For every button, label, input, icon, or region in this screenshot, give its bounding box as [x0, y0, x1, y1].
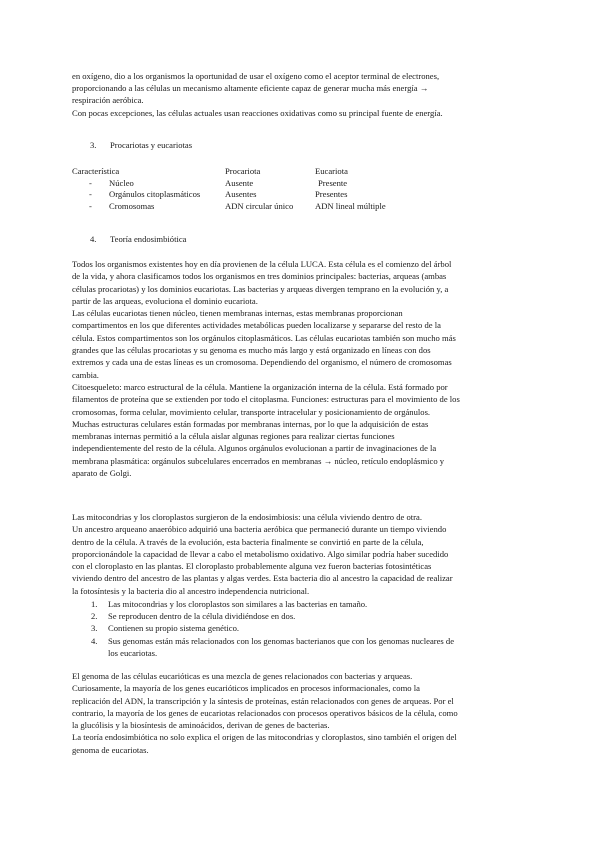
text-line: Muchas estructuras celulares están formadas por membranas internas, por lo que la adquisición de estas [72, 418, 429, 429]
section-3-heading [90, 139, 193, 151]
text-line: cambia. [72, 369, 99, 380]
body-paragraph-genome [72, 670, 528, 756]
table-cell-prokaryote: Ausente [225, 177, 254, 188]
text-line: los eucariotas. [108, 647, 158, 658]
text-line: en oxígeno, dio a los organismos la oportunidad de usar el oxígeno como el aceptor terminal de electrones, [72, 71, 440, 81]
intro-paragraph [72, 70, 528, 119]
text-line: compartimentos en los que diferentes actividades metabólicas pueden localizarse y separarse del resto de la [72, 320, 441, 331]
section-4-heading [90, 233, 187, 245]
text-line: viviendo dentro del ancestro de las plantas y algas verdes. Esta bacteria dio al ancestro la capacidad de realizar [72, 573, 453, 584]
table-cell-feature: Cromosomas [109, 200, 155, 211]
text-line: replicación del ADN, la transcripción y la síntesis de proteínas, están relacionados con genes de arqueas. Por el [72, 695, 454, 706]
text-line: célula. Estos compartimentos son los orgánulos citoplasmáticos. Las células eucariotas también son mucho más [72, 332, 456, 343]
list-number: 4. [91, 635, 98, 646]
text-line: células procariotas) y los dominios eucariotas. Las bacterias y arqueas divergen temprano en la evolución y, a [72, 283, 449, 294]
text-line: extremos y cada una de estas líneas es un cromosoma. Dependiendo del organismo, el número de cromosomas [72, 357, 452, 368]
comparison-table [72, 166, 528, 212]
text-line: Curiosamente, la mayoría de los genes eucarióticos implicados en procesos informacionales, como la [72, 683, 420, 694]
text-line: Citoesqueleto: marco estructural de la célula. Mantiene la organización interna de la célula. Está formado por [72, 381, 448, 392]
text-line: El genoma de las células eucarióticas es una mezcla de genes relacionados con bacterias y arqueas. [72, 671, 413, 681]
text-line: cromosomas, forma celular, movimiento celular, transporte intracelular y posicionamiento de orgánulos. [72, 406, 431, 417]
text-line: dentro de la célula. A través de la evolución, esta bacteria finalmente se convirtió en parte de la célula, [72, 536, 424, 547]
text-line: Todos los organismos existentes hoy en día provienen de la célula LUCA. Esta célula es el comienzo del árbol [72, 259, 452, 269]
table-cell-prokaryote: ADN circular único [225, 200, 294, 211]
table-row [72, 189, 528, 201]
text-line: partir de las arqueas, evoluciona el dominio eucariota. [72, 295, 258, 306]
list-item [72, 610, 528, 622]
table-cell-eukaryote: Presente [318, 177, 348, 188]
table-header-cell: Característica [72, 166, 120, 176]
text-line: Se reproducen dentro de la célula dividiéndose en dos. [108, 611, 296, 622]
table-row [72, 178, 528, 190]
table-cell-feature: Núcleo [109, 177, 134, 188]
section-title: Procariotas y eucariotas [110, 140, 193, 150]
text-line: la fotosíntesis y la bacteria dio al ancestro independencia nutricional. [72, 585, 310, 596]
evidence-list [72, 598, 528, 659]
text-line: proporcionándole la capacidad de llevar a cabo el metabolismo oxidativo. Algo similar podría haber sucedido [72, 548, 449, 559]
bullet-dash: - [89, 189, 92, 200]
text-line: con el cloroplasto en las plantas. El cloroplasto probablemente alguna vez fueron bacterias fotosintéticas [72, 561, 432, 572]
text-line: membrana plasmática: orgánulos subcelulares encerrados en membranas → núcleo, retículo endoplásmico y [72, 455, 445, 466]
table-header-row [72, 166, 528, 178]
text-line: membranas internas permitió a la célula aislar algunas regiones para realizar ciertas funciones [72, 431, 395, 442]
text-line: proporcionando a las células un mecanismo altamente eficiente capaz de generar mucha más energía → [72, 83, 429, 94]
text-line: de la vida, y ahora clasificamos todos los organismos en tres dominios principales: bacterias, arqueas (ambas [72, 271, 447, 282]
table-row [72, 201, 528, 213]
body-paragraph-luca [72, 258, 528, 479]
bullet-dash: - [89, 200, 92, 211]
text-line: Sus genomas están más relacionados con los genomas bacterianos que con los genomas nucleares de [108, 635, 455, 646]
text-line: Las mitocondrias y los cloroplastos son similares a las bacterias en tamaño. [108, 599, 368, 609]
list-number: 2. [91, 611, 98, 622]
body-paragraph-endosymbiosis [72, 511, 528, 597]
list-item [72, 622, 528, 634]
text-line: Un ancestro arqueano anaeróbico adquirió una bacteria aeróbica que permaneció durante un tiempo viviendo [72, 524, 447, 535]
text-line: Las células eucariotas tienen núcleo, tienen membranas internas, estas membranas proporcionan [72, 308, 403, 319]
text-line: contrario, la mayoría de los genes de eucariotas relacionados con procesos operativos básicos de la célula, como [72, 707, 458, 718]
text-line: aparato de Golgi. [72, 468, 132, 479]
bullet-dash: - [89, 177, 92, 188]
text-line: respiración aeróbica. [72, 95, 144, 106]
table-cell-eukaryote: Presentes [315, 189, 348, 200]
section-number: 3. [90, 140, 97, 150]
text-line: genoma de eucariotas. [72, 744, 149, 755]
text-line: grandes que las células procariotas y su genoma es mucho más largo y está organizado en líneas con dos [72, 345, 431, 356]
list-item [72, 635, 528, 659]
table-cell-eukaryote: ADN lineal múltiple [315, 200, 386, 211]
text-line: Contienen su propio sistema genético. [108, 623, 240, 634]
table-header-cell: Procariota [225, 166, 261, 176]
table-cell-feature: Orgánulos citoplasmáticos [109, 189, 201, 200]
list-item [72, 598, 528, 610]
text-line: la glucólisis y la biosíntesis de aminoácidos, derivan de genes de bacterias. [72, 720, 330, 731]
table-cell-prokaryote: Ausentes [225, 189, 257, 200]
table-header-cell: Eucariota [315, 166, 348, 176]
list-number: 3. [91, 623, 98, 634]
text-line: Con pocas excepciones, las células actuales usan reacciones oxidativas como su principal fuente de energía. [72, 107, 443, 118]
text-line: Las mitocondrias y los cloroplastos surgieron de la endosimbiosis: una célula viviendo dentro de otra. [72, 512, 422, 522]
section-title: Teoría endosimbiótica [110, 234, 187, 244]
text-line: filamentos de proteína que se extienden por todo el citoplasma. Funciones: estructuras para el movimiento de los [72, 394, 460, 405]
text-line: La teoría endosimbiótica no solo explica el origen de las mitocondrias y cloroplastos, sino también el origen del [72, 732, 457, 743]
section-number: 4. [90, 234, 97, 244]
text-line: independientemente del resto de la célula. Algunos orgánulos evolucionan a partir de invaginaciones de la [72, 443, 437, 454]
list-number: 1. [91, 599, 98, 609]
